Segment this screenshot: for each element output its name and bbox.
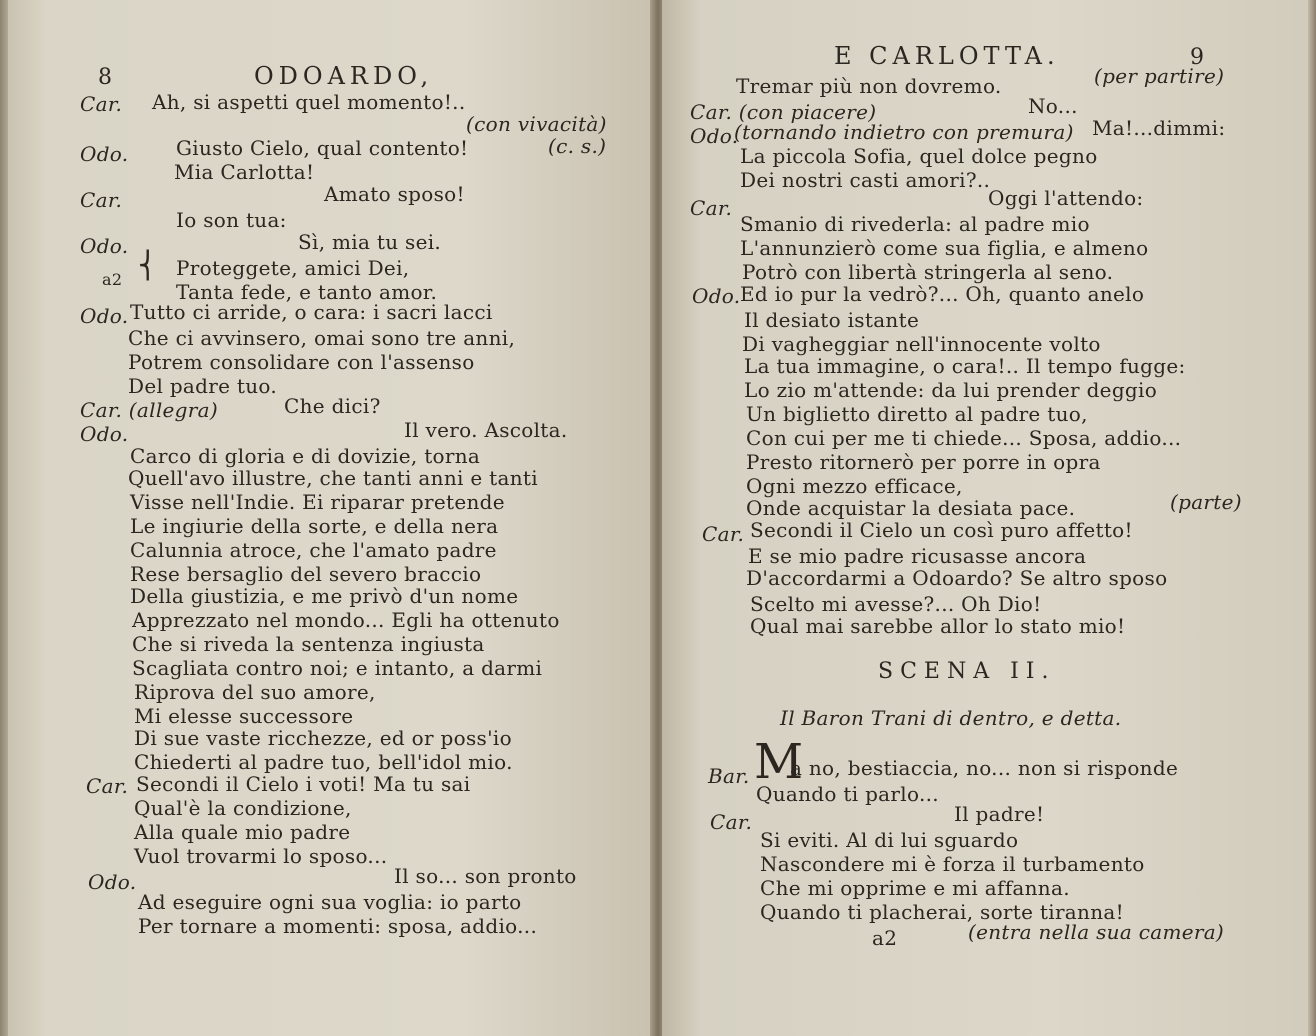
verse-line: Secondi il Cielo un così puro affetto! [750, 518, 1133, 542]
duet-marker: a2 [102, 270, 123, 289]
speaker: Odo. [80, 304, 129, 328]
stage-direction: (entra nella sua camera) [968, 920, 1225, 944]
verse-line: Proteggete, amici Dei, [176, 256, 410, 280]
verse-line: Ogni mezzo efficace, [746, 474, 963, 498]
verse-line: Lo zio m'attende: da lui prender deggio [744, 378, 1158, 402]
verse-line: Riprova del suo amore, [134, 680, 376, 704]
verse-line: Presto ritornerò per porre in opra [746, 450, 1101, 474]
verse-line: Potrò con libertà stringerla al seno. [742, 260, 1114, 284]
verse-line: La piccola Sofia, quel dolce pegno [740, 144, 1098, 168]
signature-mark: a2 [872, 926, 898, 950]
verse-line: Apprezzato nel mondo... Egli ha ottenuto [132, 608, 560, 632]
speaker: Odo. [80, 422, 129, 446]
verse-line: a no, bestiaccia, no... non si risponde [790, 756, 1179, 780]
page-edges-right [1308, 0, 1316, 1036]
page-number: 9 [1190, 45, 1205, 70]
verse-line: L'annunzierò come sua figlia, e almeno [740, 236, 1149, 260]
stage-direction: (con vivacità) [466, 112, 607, 136]
verse-line: Un biglietto diretto al padre tuo, [746, 402, 1088, 426]
stage-direction: (tornando indietro con premura) [734, 120, 1074, 144]
verse-line: E se mio padre ricusasse ancora [748, 544, 1087, 568]
verse-line: Visse nell'Indie. Ei riparar pretende [130, 490, 505, 514]
verse-line: Il so... son pronto [394, 864, 577, 888]
verse-line: Vuol trovarmi lo sposo... [134, 844, 388, 868]
verse-line: Tutto ci arride, o cara: i sacri lacci [130, 300, 493, 324]
verse-line: Carco di gloria e di dovizie, torna [130, 444, 481, 468]
speaker: Odo. [80, 234, 129, 258]
running-header: ODOARDO, [254, 62, 434, 90]
verse-line: Che dici? [284, 394, 381, 418]
verse-line: Mia Carlotta! [174, 160, 315, 184]
verse-line: Dei nostri casti amori?.. [740, 168, 991, 192]
speaker: Car. [80, 92, 123, 116]
verse-line: Secondi il Cielo i voti! Ma tu sai [136, 772, 471, 796]
verse-line: Alla quale mio padre [134, 820, 351, 844]
right-page [662, 0, 1308, 1036]
speaker: Car. (con piacere) [690, 100, 877, 124]
verse-line: Onde acquistar la desiata pace. [746, 496, 1076, 520]
verse-line: Rese bersaglio del severo braccio [130, 562, 482, 586]
verse-line: Il desiato istante [744, 308, 920, 332]
speaker: Odo. [690, 124, 739, 148]
stage-direction: (parte) [1170, 490, 1242, 514]
speaker: Odo. [88, 870, 137, 894]
verse-line: Chiederti al padre tuo, bell'idol mio. [134, 750, 513, 774]
verse-line: Tremar più non dovremo. [736, 74, 1002, 98]
verse-line: Quando ti placherai, sorte tiranna! [760, 900, 1124, 924]
verse-line: Qual mai sarebbe allor lo stato mio! [750, 614, 1126, 638]
speaker: Odo. [80, 142, 129, 166]
brace-icon: ⎨ [138, 251, 158, 281]
verse-line: Il vero. Ascolta. [404, 418, 568, 442]
speaker: Car. [710, 810, 753, 834]
verse-line: Che mi opprime e mi affanna. [760, 876, 1070, 900]
verse-line: Di sue vaste ricchezze, ed or poss'io [134, 726, 512, 750]
verse-line: Sì, mia tu sei. [298, 230, 442, 254]
verse-line: Potrem consolidare con l'assenso [128, 350, 475, 374]
drop-cap: M [754, 734, 804, 790]
left-page [8, 0, 658, 1036]
speaker: Car. [690, 196, 733, 220]
speaker: Car. [86, 774, 129, 798]
verse-line: Con cui per me ti chiede... Sposa, addio... [746, 426, 1182, 450]
verse-line: Io son tua: [176, 208, 287, 232]
verse-line: Qual'è la condizione, [134, 796, 352, 820]
verse-line: Amato sposo! [324, 182, 465, 206]
stage-direction: (per partire) [1094, 64, 1225, 88]
page-number: 8 [98, 65, 113, 90]
verse-line: Ed io pur la vedrò?... Oh, quanto anelo [740, 282, 1145, 306]
verse-line: Quando ti parlo... [756, 782, 939, 806]
verse-line: Si eviti. Al di lui sguardo [760, 828, 1019, 852]
verse-line: Oggi l'attendo: [988, 186, 1144, 210]
verse-line: D'accordarmi a Odoardo? Se altro sposo [746, 566, 1168, 590]
verse-line: Che si riveda la sentenza ingiusta [132, 632, 485, 656]
verse-line: Le ingiurie della sorte, e della nera [130, 514, 499, 538]
verse-line: Giusto Cielo, qual contento! [176, 136, 469, 160]
verse-line: Ad eseguire ogni sua voglia: io parto [138, 890, 522, 914]
speaker: Car. [702, 522, 745, 546]
verse-line: Smanio di rivederla: al padre mio [740, 212, 1090, 236]
verse-line: Ah, si aspetti quel momento!.. [152, 90, 466, 114]
scene-subtitle: Il Baron Trani di dentro, e detta. [780, 706, 1122, 730]
verse-line: Scelto mi avesse?... Oh Dio! [750, 592, 1042, 616]
verse-line: Tanta fede, e tanto amor. [176, 280, 438, 304]
verse-line: Scagliata contro noi; e intanto, a darmi [132, 656, 543, 680]
speaker: Bar. [708, 764, 750, 788]
verse-line: No... [1028, 94, 1078, 118]
verse-line: Per tornare a momenti: sposa, addio... [138, 914, 538, 938]
verse-line: Calunnia atroce, che l'amato padre [130, 538, 497, 562]
running-header: E CARLOTTA. [834, 42, 1060, 70]
scene-title: SCENA II. [878, 659, 1056, 684]
speaker: Car. [80, 188, 123, 212]
verse-line: Che ci avvinsero, omai sono tre anni, [128, 326, 516, 350]
verse-line: Il padre! [954, 802, 1045, 826]
verse-line: Mi elesse successore [134, 704, 354, 728]
verse-line: La tua immagine, o cara!.. Il tempo fugge: [744, 354, 1186, 378]
speaker: Odo. [692, 284, 741, 308]
verse-line: Quell'avo illustre, che tanti anni e tanti [128, 466, 538, 490]
verse-line: Di vagheggiar nell'innocente volto [742, 332, 1101, 356]
stage-direction: (c. s.) [548, 134, 607, 158]
verse-line: Della giustizia, e me privò d'un nome [130, 584, 519, 608]
verse-line: Ma!...dimmi: [1092, 116, 1226, 140]
speaker: Car. (allegra) [80, 398, 218, 422]
verse-line: Del padre tuo. [128, 374, 278, 398]
verse-line: Nascondere mi è forza il turbamento [760, 852, 1145, 876]
